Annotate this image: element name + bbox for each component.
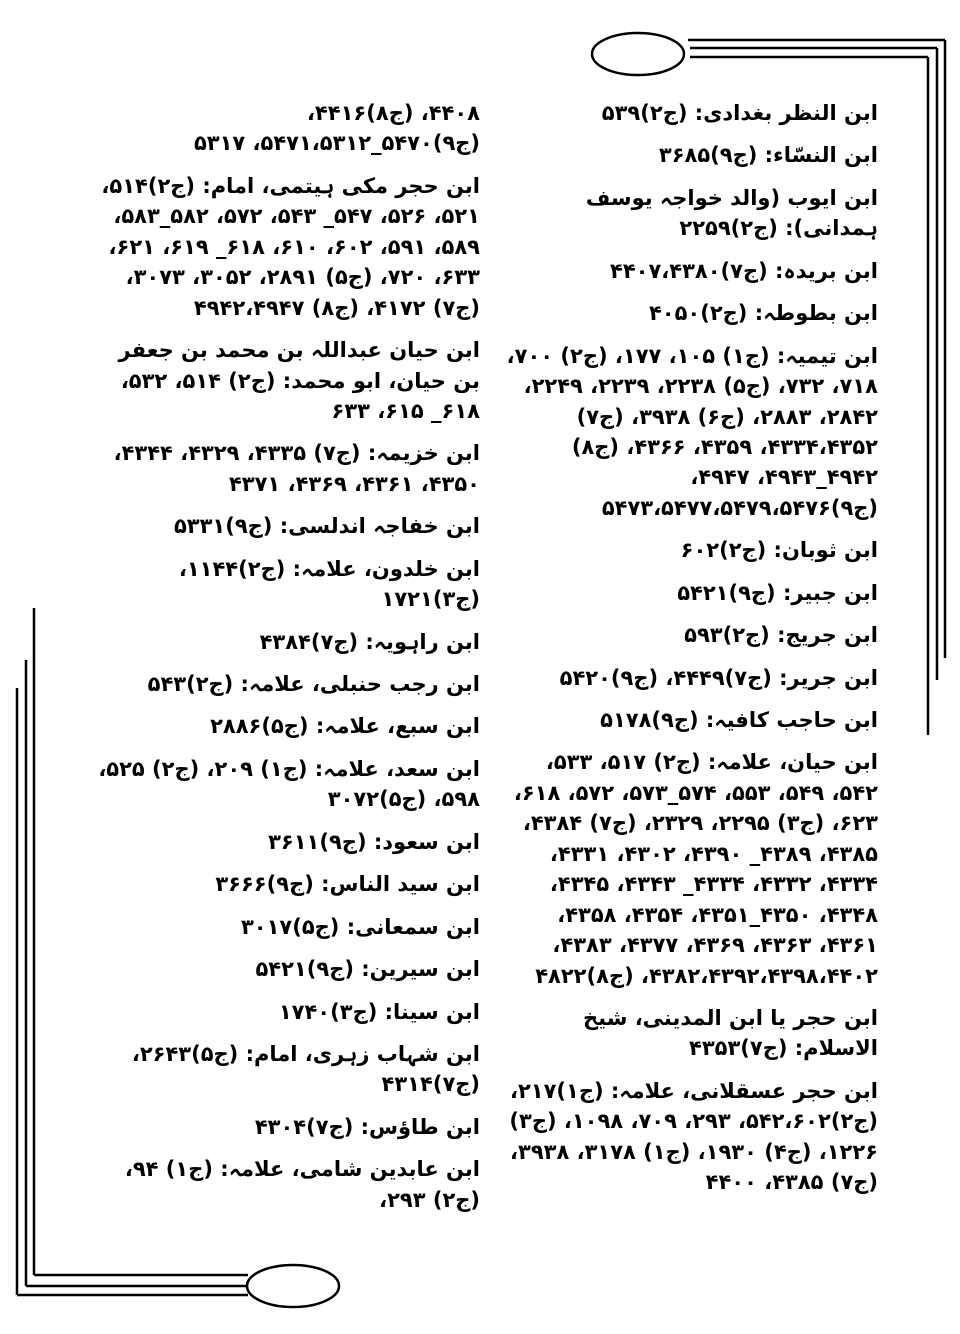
index-entry: ابن راہویہ: (ج۷)۴۳۸۴ [259,629,480,654]
index-entry: ابن النظر بغدادی: (ج۲)۵۳۹ [601,101,878,125]
index-entry: ابن رجب حنبلی، علامہ: (ج۲)۵۴۳ [147,672,480,696]
index-entry: ابن سمعانی: (ج۵)۳۰۱۷ [240,914,480,939]
index-entry: ابن حجر عسقلانی، علامہ: (ج۱)۲۱۷، (ج۲)۵۴۲،۶۰۲، ۲۹۳، ۷۰۹، ۱۰۹۸، (ج۳) ۱۲۲۶، (ج۴) ۱۹۳۰، (ج۱) ۳۱۷۸، ۳۹۳۸، (ج۷) ۴۳۸۵، ۴۴۰۰ [509,1078,878,1195]
index-entry: ابن حجر یا ابن المدینی، شیخ الاسلام: (ج۷)۴۳۵۳ [583,1005,878,1061]
index-entry: ابن تیمیہ: (ج۱) ۱۰۵، ۱۷۷، (ج۲) ۷۰۰، ۷۱۸، ۷۳۲، (ج۵) ۲۲۳۸، ۲۲۳۹، ۲۲۴۹، ۲۸۴۲، ۲۸۸۳، (ج۶) ۳۹۳۸، (ج۷) ۴۳۳۴،۴۳۵۲، ۴۳۵۹، ۴۳۶۶، (ج۸) ۴۹۴۲_۴۹۴۳، ۴۹۴۷، (ج۹)۵۴۷۳،۵۴۷۷،۵۴۷۹،۵۴۷۶ [506,343,878,520]
index-entry: ابن بطوطہ: (ج۲)۴۰۵۰ [648,301,878,326]
index-entry: ابن سبع، علامہ: (ج۵)۲۸۸۶ [210,714,480,739]
index-entry: ابن طاؤس: (ج۷)۴۳۰۴ [254,1114,480,1139]
index-entry: ۴۴۰۸، (ج۸)۴۴۱۶، (ج۹)۵۴۷۰_۵۴۷۱،۵۳۱۲، ۵۳۱۷ [193,101,480,156]
index-entry: ابن شہاب زہری، امام: (ج۵)۲۶۴۳، (ج۷)۴۳۱۴ [131,1041,480,1097]
index-column-left [85,98,480,1227]
index-entry: ابن سعود: (ج۹)۳۶۱۱ [268,829,480,854]
index-entry: ابن سید الناس: (ج۹)۳۶۶۶ [215,872,480,897]
index-entry: ابن عابدین شامی، علامہ: (ج۱) ۹۴، (ج۲) ۲۹۳، [124,1157,480,1212]
index-entry: ابن ثوبان: (ج۲)۶۰۲ [680,538,878,563]
index-entry: ابن حیان عبداللہ بن محمد بن جعفر بن حیان، ابو محمد: (ج۲) ۵۱۴، ۵۳۲، ۶۱۸_ ۶۱۵، ۶۳۳ [118,338,480,423]
index-entry: ابن النسّاء: (ج۹)۳۶۸۵ [658,143,878,168]
index-entry: ابن جریج: (ج۲)۵۹۳ [684,623,878,648]
index-entry: ابن خفاجہ اندلسی: (ج۹)۵۳۳۱ [173,514,480,539]
bottom-ornament-oval [247,1265,339,1307]
index-entry: ابن سینا: (ج۳)۱۷۴۰ [278,999,480,1024]
index-entry: ابن جریر: (ج۷)۴۴۴۹، (ج۹)۵۴۲۰ [559,665,878,690]
index-entry: ابن سعد، علامہ: (ج۱) ۲۰۹، (ج۲) ۵۲۵، ۵۹۸، (ج۵)۳۰۷۲ [98,756,480,812]
index-entry: ابن سیرین: (ج۹)۵۴۲۱ [255,957,480,982]
index-entry: ابن خزیمہ: (ج۷) ۴۳۳۵، ۴۳۲۹، ۴۳۴۴، ۴۳۵۰، ۴۳۶۱، ۴۳۶۹، ۴۳۷۱ [113,441,480,496]
index-entry: ابن بریدہ: (ج۷)۴۴۰۷،۴۳۸۰ [610,258,878,283]
top-ornament-oval [592,33,684,75]
index-column-right [495,98,878,1210]
index-entry: ابن ایوب (والد خواجہ یوسف ہمدانی): (ج۲)۲۲۵۹ [585,185,878,241]
index-entry: ابن جبیر: (ج۹)۵۴۲۱ [677,580,878,605]
index-entry: ابن حجر مکی ہیتمی، امام: (ج۲)۵۱۴، ۵۲۱، ۵۲۶، ۵۴۷_ ۵۴۳، ۵۷۲، ۵۸۲_۵۸۳، ۵۸۹، ۵۹۱، ۶۰۲، ۶۱۰، ۶۱۸_ ۶۱۹، ۶۲۱، ۶۳۳، ۷۲۰، (ج۵) ۲۸۹۱، ۳۰۵۲، ۳۰۷۳، (ج۷) ۴۱۷۲، (ج۸) ۴۹۴۲،۴۹۴۷ [101,173,480,320]
index-entry: ابن حاجب کافیہ: (ج۹)۵۱۷۸ [600,708,878,732]
index-entry: ابن حیان، علامہ: (ج۲) ۵۱۷، ۵۳۳، ۵۴۲، ۵۴۹، ۵۵۳، ۵۷۴_۵۷۳، ۵۷۲، ۶۱۸، ۶۲۳، (ج۳) ۲۲۹۵، ۲۳۲۹، (ج۷) ۴۳۸۴، ۴۳۸۵، ۴۳۸۹_ ۴۳۹۰، ۴۳۰۲، ۴۳۳۱، ۴۳۳۴، ۴۳۳۲، ۴۳۳۴_ ۴۳۴۳، ۴۳۴۵، ۴۳۴۸، ۴۳۵۰_۴۳۵۱، ۴۳۵۴، ۴۳۵۸، ۴۳۶۱، ۴۳۶۳، ۴۳۶۹، ۴۳۷۷، ۴۳۸۳، ۴۳۸۲،۴۳۹۲،۴۳۹۸،۴۴۰۲، (ج۸)۴۸۲۲ [513,750,878,988]
index-entry: ابن خلدون، علامہ: (ج۲)۱۱۴۴، (ج۳)۱۷۲۱ [178,556,480,612]
